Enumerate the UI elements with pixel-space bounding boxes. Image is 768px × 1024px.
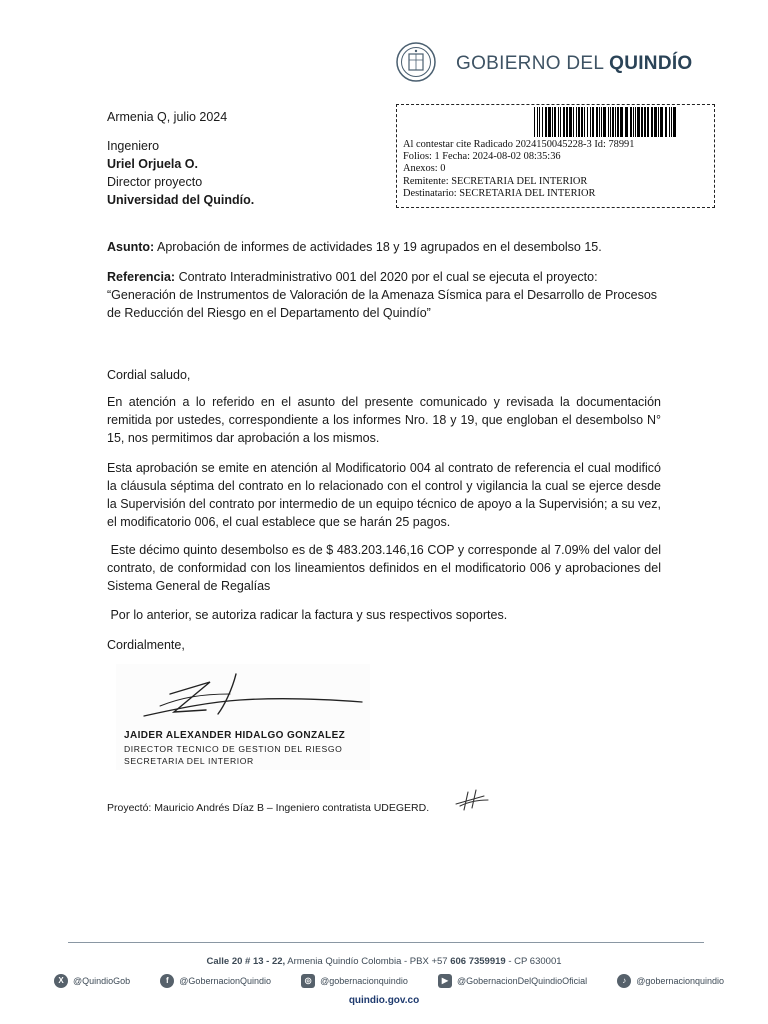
paragraph-3: [107, 541, 661, 595]
barcode-bar: [660, 107, 663, 137]
paragraph-2-line: Esta aprobación se emite en atención al Modificatorio 004 al contrato de referencia el cual modificó: [107, 461, 661, 475]
barcode-bar: [647, 107, 649, 137]
barcode-bar: [558, 107, 559, 137]
subject-text: Aprobación de informes de actividades 18 y 19 agrupados en el desembolso 15.: [154, 240, 602, 254]
footer-divider: [68, 942, 704, 943]
barcode-bar: [644, 107, 646, 137]
projected-by: Proyectó: Mauricio Andrés Díaz B – Ingeniero contratista UDEGERD.: [107, 802, 430, 814]
reference-label: Referencia:: [107, 270, 176, 284]
paragraph-3-line: contrato, de conformidad con los lineamientos definidos en el modificatorio 006 y aprobaciones del: [107, 561, 661, 575]
stamp-line-anexos: Anexos: 0: [403, 163, 446, 175]
website-link[interactable]: quindio.gov.co: [348, 995, 420, 1006]
social-x[interactable]: [54, 974, 130, 988]
recipient-role: Director proyecto: [107, 175, 203, 189]
brand-bold: QUINDÍO: [609, 53, 693, 74]
barcode-bar: [654, 107, 657, 137]
barcode-bar: [641, 107, 643, 137]
facebook-icon: f: [160, 974, 174, 988]
paragraph-1-line: En atención a lo referido en el asunto del presente comunicado y revisada la documentación: [107, 395, 661, 409]
social-instagram[interactable]: [301, 974, 408, 988]
paragraph-2: [107, 459, 661, 531]
paragraph-1-line: remitida por ustedes, correspondiente a los informes Nro. 18 y 19, que engloban el desembolso N°: [107, 413, 661, 427]
barcode-bar: [590, 107, 591, 137]
barcode-bar: [637, 107, 640, 137]
barcode-bar: [592, 107, 594, 137]
stamp-line-remitente: Remitente: SECRETARIA DEL INTERIOR: [403, 175, 588, 187]
paragraph-2-line: la Supervisión del contrato por intermedio de un equipo técnico de apoyo a la Supervisión; a su vez,: [107, 497, 661, 511]
barcode-bar: [548, 107, 551, 137]
barcode-bar: [612, 107, 614, 137]
barcode-bar: [587, 107, 588, 137]
initials-signature: [454, 788, 490, 814]
recipient-name: Uriel Orjuela O.: [107, 157, 199, 171]
social-handle[interactable]: @GobernacionQuindio: [179, 976, 271, 986]
barcode-bar: [573, 107, 574, 137]
social-handle[interactable]: @gobernacionquindio: [320, 976, 408, 986]
handwritten-signature: [140, 672, 364, 726]
barcode-bar: [617, 107, 619, 137]
paragraph-2-line: el modificatorio 006, el cual establece que se harán 25 pagos.: [107, 515, 451, 529]
barcode-bar: [584, 107, 585, 137]
barcode-bar: [665, 107, 667, 137]
closing: Cordialmente,: [107, 638, 185, 652]
barcode-bar: [669, 107, 670, 137]
barcode-bar: [608, 107, 609, 137]
barcode-bar: [560, 107, 561, 137]
barcode-bar: [620, 107, 623, 137]
x-icon: X: [54, 974, 68, 988]
paragraph-3-line: Este décimo quinto desembolso es de $ 483.203.146,16 COP y corresponde al 7.09% del valor del: [107, 543, 661, 557]
social-youtube[interactable]: [438, 974, 587, 988]
paragraph-3-line: Sistema General de Regalías: [107, 579, 271, 593]
social-facebook[interactable]: [160, 974, 271, 988]
barcode-bar: [554, 107, 556, 137]
barcode-bar: [563, 107, 565, 137]
signer-title-1: DIRECTOR TECNICO DE GESTION DEL RIESGO: [124, 744, 343, 754]
footer-street: Calle 20 # 13 - 22,: [206, 956, 286, 967]
barcode-bar: [566, 107, 568, 137]
salutation-title: Ingeniero: [107, 139, 160, 153]
barcode-bar: [610, 107, 611, 137]
reference-line-2: “Generación de Instrumentos de Valoración de la Amenaza Sísmica para el Desarrollo de Procesos: [107, 288, 658, 302]
letter-date: Armenia Q, julio 2024: [107, 110, 228, 124]
stamp-line-radicado: Al contestar cite Radicado 2024150045228-3 Id: 78991: [403, 139, 635, 150]
social-links: [54, 972, 724, 990]
barcode-bar: [673, 107, 676, 137]
reference-line-1: Contrato Interadministrativo 001 del 2020 por el cual se ejecuta el proyecto:: [175, 270, 598, 284]
barcode-bar: [601, 107, 602, 137]
brand-light: GOBIERNO DEL: [456, 53, 610, 74]
paragraph-1-line: 15, nos permitimos dar aprobación a los mismos.: [107, 431, 380, 445]
social-handle[interactable]: @GobernacionDelQuindioOficial: [456, 976, 588, 986]
stamp-line-destinatario: Destinatario: SECRETARIA DEL INTERIOR: [403, 187, 596, 199]
barcode-image: [534, 107, 678, 137]
barcode-bar: [534, 107, 535, 137]
barcode-bar: [578, 107, 580, 137]
barcode-bar: [615, 107, 616, 137]
barcode-bar: [545, 107, 547, 137]
social-handle[interactable]: @gobernacionquindio: [636, 976, 724, 986]
social-handle[interactable]: @QuindioGob: [73, 976, 131, 986]
barcode-bar: [537, 107, 538, 137]
barcode-bar: [542, 107, 543, 137]
barcode-bar: [552, 107, 553, 137]
barcode-bar: [539, 107, 540, 137]
recipient-org: Universidad del Quindío.: [107, 193, 255, 207]
barcode-bar: [625, 107, 628, 137]
barcode-bar: [576, 107, 577, 137]
government-seal-icon: [396, 42, 436, 82]
brand-logo-text: [456, 53, 693, 75]
reference-line-3: de Reducción del Riesgo en el Departamento del Quindío”: [107, 306, 431, 320]
barcode-bar: [581, 107, 583, 137]
stamp-line-folios: Folios: 1 Fecha: 2024-08-02 08:35:36: [403, 151, 561, 163]
youtube-icon: ▶: [438, 974, 452, 988]
barcode-bar: [658, 107, 659, 137]
footer-phone: 606 7359919: [450, 956, 506, 967]
signer-name: JAIDER ALEXANDER HIDALGO GONZALEZ: [124, 730, 346, 741]
barcode-bar: [630, 107, 632, 137]
tiktok-icon: ♪: [617, 974, 631, 988]
footer-postal: - CP 630001: [505, 956, 562, 967]
greeting: Cordial saludo,: [107, 368, 191, 382]
paragraph-2-line: la cláusula séptima del contrato en lo relacionado con el control y vigilancia la cual se ejerce desde: [107, 479, 661, 493]
stamp-text: [403, 139, 634, 200]
barcode-bar: [569, 107, 572, 137]
barcode-bar: [635, 107, 636, 137]
barcode-bar: [599, 107, 600, 137]
barcode-bar: [671, 107, 672, 137]
footer-city: Armenia Quindío Colombia - PBX +57: [285, 956, 451, 967]
barcode-bar: [596, 107, 598, 137]
instagram-icon: ◎: [301, 974, 315, 988]
footer-address: [0, 956, 768, 967]
radicado-stamp: [396, 104, 715, 208]
barcode-bar: [603, 107, 606, 137]
subject-line: [107, 238, 661, 256]
paragraph-4: Por lo anterior, se autoriza radicar la factura y sus respectivos soportes.: [107, 608, 508, 622]
barcode-bar: [633, 107, 634, 137]
reference-block: [107, 268, 661, 322]
social-tiktok[interactable]: [617, 974, 724, 988]
subject-label: Asunto:: [107, 240, 155, 254]
paragraph-1: [107, 393, 661, 447]
signer-title-2: SECRETARIA DEL INTERIOR: [124, 756, 254, 766]
barcode-bar: [651, 107, 653, 137]
